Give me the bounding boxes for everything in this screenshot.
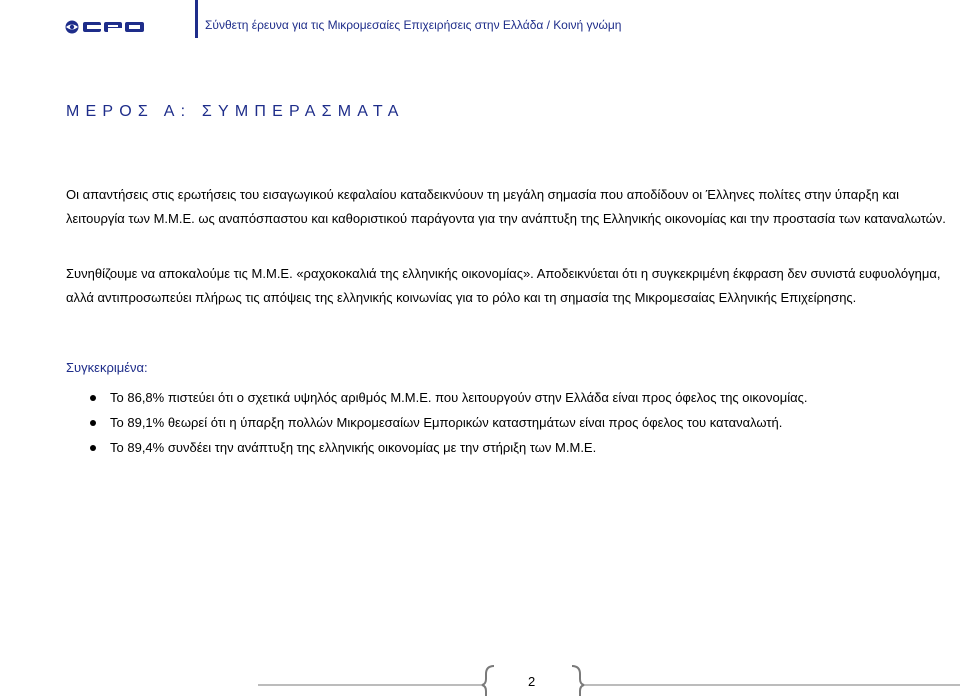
paragraph-2: Συνηθίζουμε να αποκαλούμε τις Μ.Μ.Ε. «ραχοκοκαλιά της ελληνικής οικονομίας». Αποδεικνύεται ότι η συγκεκριμένη έκφραση δεν συνιστά ευφυολόγημα, αλλά αντιπροσωπεύει πλήρως τις απόψεις της ελληνικής κοινωνίας για το ρόλο και τη σημασία της Μικρομεσαίας Ελληνικής Επιχείρησης. xyxy=(66,266,941,305)
header-title: Σύνθετη έρευνα για τις Μικρομεσαίες Επιχειρήσεις στην Ελλάδα / Κοινή γνώμη xyxy=(205,18,622,32)
page-number: 2 xyxy=(528,674,536,689)
bullet-icon xyxy=(90,445,96,451)
list-item xyxy=(66,385,808,410)
paragraph-1: Οι απαντήσεις στις ερωτήσεις του εισαγωγικού κεφαλαίου καταδεικνύουν τη μεγάλη σημασία που αποδίδουν οι Έλληνες πολίτες στην ύπαρξη και λειτουργία των Μ.Μ.Ε. ως αναπόσπαστου και καθοριστικού παράγοντα για την ανάπτυξη της Ελληνικής οικονομίας και την προστασία των καταναλωτών. xyxy=(66,187,946,226)
findings-list xyxy=(66,385,808,460)
list-item-text: Το 89,1% θεωρεί ότι η ύπαρξη πολλών Μικρομεσαίων Εμπορικών καταστημάτων είναι προς όφελος του καταναλωτή. xyxy=(110,415,783,430)
list-item-text: Το 86,8% πιστεύει ότι ο σχετικά υψηλός αριθμός Μ.Μ.Ε. που λειτουργούν στην Ελλάδα είναι προς όφελος της οικονομίας. xyxy=(110,390,808,405)
section-title: ΜΕΡΟΣ Α: ΣΥΜΠΕΡΑΣΜΑΤΑ xyxy=(66,103,405,120)
list-item xyxy=(66,410,808,435)
bullet-icon xyxy=(90,395,96,401)
page-footer xyxy=(258,662,960,698)
list-item xyxy=(66,435,808,460)
bullet-icon xyxy=(90,420,96,426)
list-intro: Συγκεκριμένα: xyxy=(66,360,148,375)
list-item-text: Το 89,4% συνδέει την ανάπτυξη της ελληνικής οικονομίας με την στήριξη των Μ.Μ.Ε. xyxy=(110,440,597,455)
footer-brace-decoration xyxy=(258,662,960,698)
header-divider xyxy=(195,0,198,38)
gpo-logo xyxy=(64,19,146,35)
